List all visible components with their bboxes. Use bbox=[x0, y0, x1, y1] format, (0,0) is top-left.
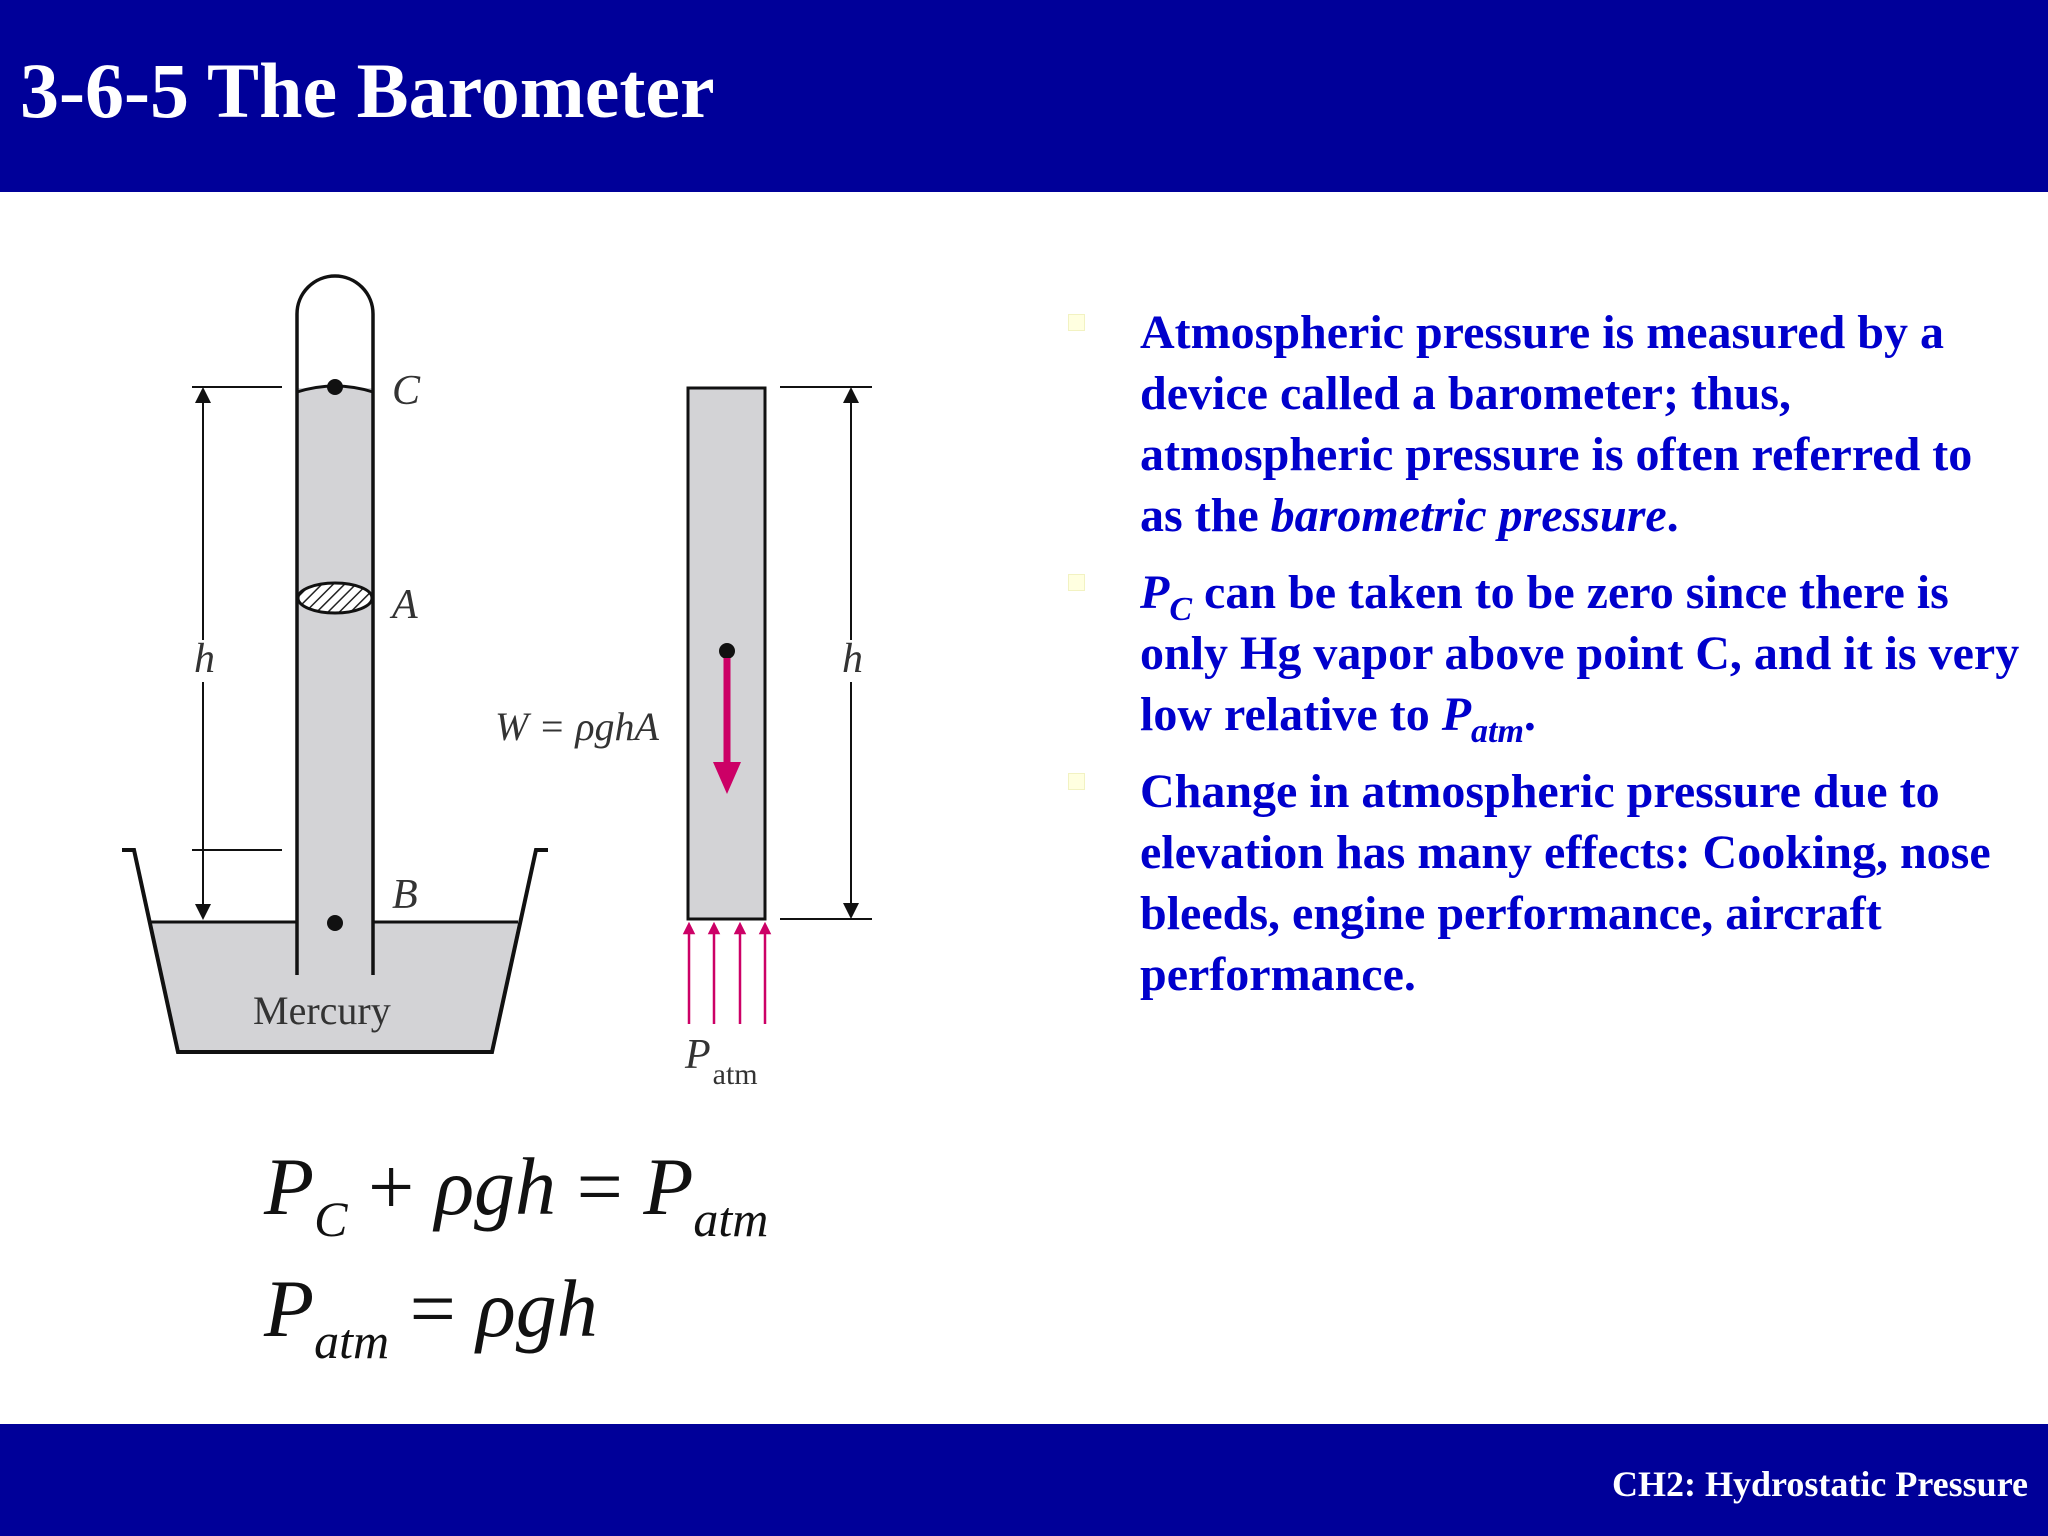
label-h-right: h bbox=[842, 636, 863, 682]
column-center-point bbox=[719, 643, 735, 659]
barometer-figure bbox=[0, 192, 1000, 1424]
point-c bbox=[327, 379, 343, 395]
label-patm: $P_{atm}$ bbox=[685, 1032, 758, 1091]
equation-2: $P_{atm} = \rho gh$ bbox=[264, 1263, 598, 1369]
bullet-square-icon bbox=[1068, 314, 1085, 331]
bullet-item-2: $P_C$ can be taken to be zero since there is only Hg vapor above point C, and it is very low relative to $P_{atm}$. bbox=[1060, 562, 2020, 745]
bullet-square-icon bbox=[1068, 773, 1085, 790]
equation-1: $P_C + \rho gh = P_{atm}$ bbox=[264, 1141, 769, 1247]
cross-section-a bbox=[298, 583, 372, 613]
patm-arrows bbox=[689, 928, 765, 1024]
bullet-square-icon bbox=[1068, 574, 1085, 591]
tube-mercury-column bbox=[297, 388, 373, 974]
label-b: B bbox=[392, 872, 418, 918]
label-c: C bbox=[392, 368, 421, 414]
bullet-list bbox=[1060, 302, 2020, 1021]
label-mercury: Mercury bbox=[253, 988, 391, 1033]
footer-chapter-label: CH2: Hydrostatic Pressure bbox=[1612, 1464, 2028, 1504]
bullet-item-1: Atmospheric pressure is measured by a device called a barometer; thus, atmospheric pressure is often referred to as the barometric pressure. bbox=[1060, 302, 2020, 546]
label-h-left: h bbox=[194, 636, 215, 682]
slide-title: 3-6-5 The Barometer bbox=[20, 47, 715, 134]
label-a: A bbox=[392, 582, 418, 628]
point-b bbox=[327, 915, 343, 931]
bullet-item-3: Change in atmospheric pressure due to elevation has many effects: Cooking, nose bleeds, engine performance, aircraft performance. bbox=[1060, 761, 2020, 1005]
label-weight: W = ρghA bbox=[495, 704, 659, 749]
